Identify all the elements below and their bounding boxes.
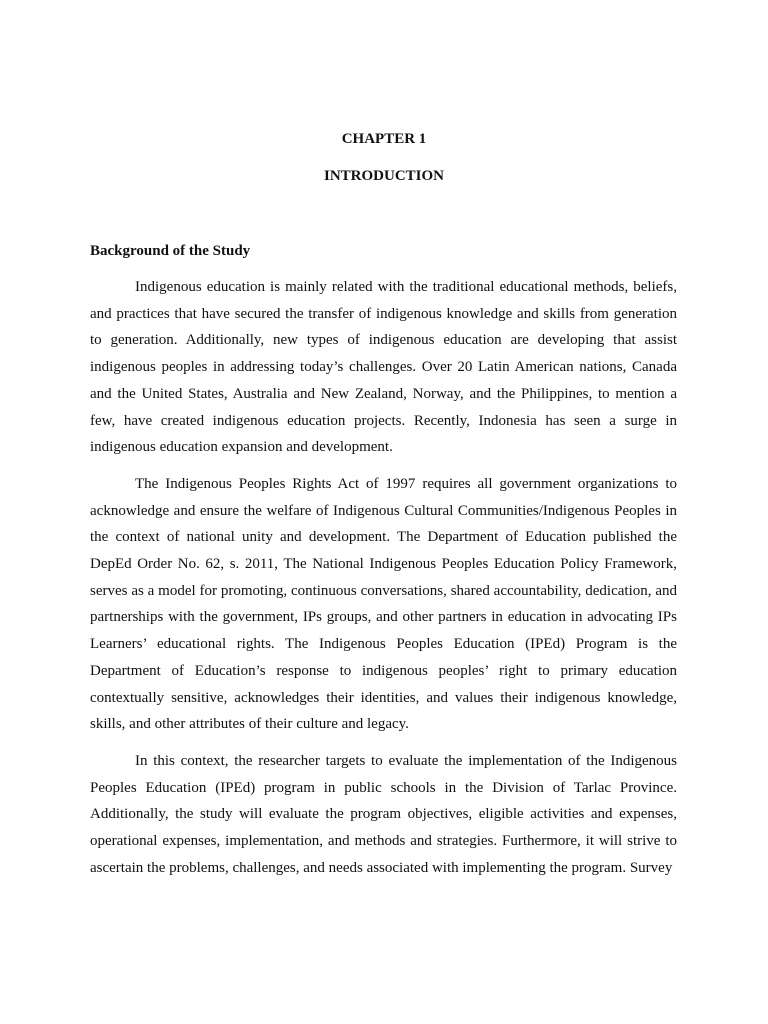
chapter-heading: CHAPTER 1 (341, 131, 427, 147)
paragraph: The Indigenous Peoples Rights Act of 1997 requires all government organizations to acknowledge and ensure the welfare of Indigenous Cultural Communities/Indigenous Peoples in the context of national unity and development. The Department of Education published the DepEd Order No. 62, s. 2011, The National Indigenous Peoples Education Policy Framework, serves as a model for promoting, continuous conversations, shared accountability, dedication, and partnerships with the government, IPs groups, and other partners in education in advocating IPs Learners’ educational rights. The Indigenous Peoples Education (IPEd) Program is the Department of Education’s response to indigenous peoples’ right to primary education contextually sensitive, acknowledges their identities, and values their indigenous knowledge, skills, and other attributes of their culture and legacy. (90, 475, 677, 733)
body-text (90, 274, 677, 891)
chapter-title: INTRODUCTION (323, 168, 444, 184)
section-heading: Background of the Study (90, 243, 251, 259)
paragraph: Indigenous education is mainly related with the traditional educational methods, beliefs, and practices that have secured the transfer of indigenous knowledge and skills from generation to generation. Additionally, new types of indigenous education are developing that assist indigenous peoples in addressing today’s challenges. Over 20 Latin American nations, Canada and the United States, Australia and New Zealand, Norway, and the Philippines, to mention a few, have created indigenous education projects. Recently, Indonesia has seen a surge in indigenous education expansion and development. (90, 279, 677, 456)
paragraph: In this context, the researcher targets to evaluate the implementation of the Indigenous Peoples Education (IPEd) program in public schools in the Division of Tarlac Province. Additionally, the study will evaluate the program objectives, eligible activities and expenses, operational expenses, implementation, and methods and strategies. Furthermore, it will strive to ascertain the problems, challenges, and needs associated with implementing the program. Survey (90, 752, 677, 876)
